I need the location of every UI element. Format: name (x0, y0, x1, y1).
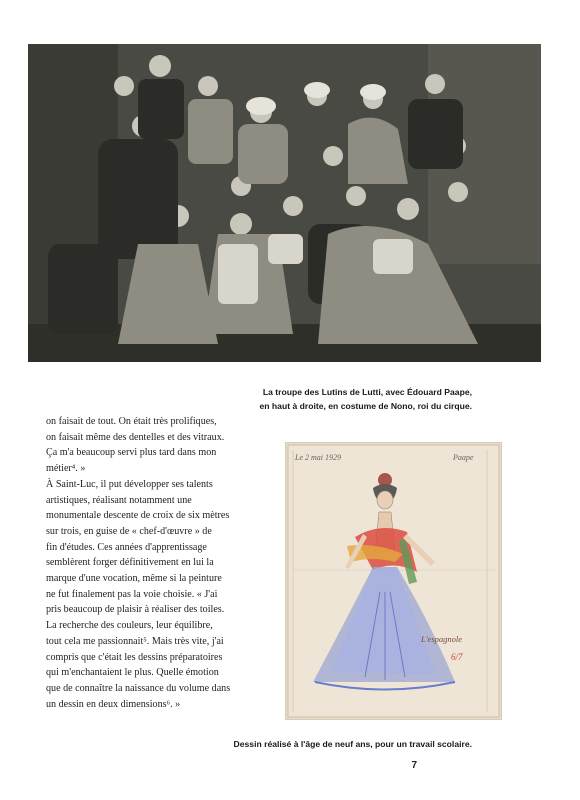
body-line: artistiques, réalisant notamment une (46, 494, 192, 506)
body-line: À Saint-Luc, il put développer ses talents (46, 478, 213, 490)
grade-mark: 6/7 (451, 652, 463, 662)
photo-caption-line-1: La troupe des Lutins de Lutti, avec Édouard Paape, (262, 387, 472, 397)
body-line: Ça m'a beaucoup servi plus tard dans mon (46, 447, 217, 459)
body-line: fin d'études. Ces années d'apprentissage (46, 541, 207, 553)
body-line: on faisait de tout. On était très prolifiques, (46, 416, 217, 427)
drawing-caption: Dessin réalisé à l'âge de neuf ans, pour un travail scolaire. (233, 739, 472, 749)
body-line: tout cela me passionnait⁵. Mais très vite, j'ai (46, 635, 224, 647)
body-line: que de connaître la naissance du volume dans (46, 682, 231, 694)
drawing-title: L'espagnole (421, 634, 463, 644)
photo-caption (212, 385, 472, 413)
body-line: ne fut finalement pas la voie choisie. « J'ai (46, 588, 218, 600)
drawing-signature: Paape (453, 453, 474, 462)
body-text (46, 414, 256, 712)
body-line: on faisait même des dentelles et des vitraux. (46, 431, 225, 443)
body-line: qui m'enchantaient le plus. Quelle émotion (46, 667, 219, 679)
troupe-photograph (28, 44, 541, 362)
body-line: sur trois, en guise de « chef-d'œuvre » de (46, 525, 212, 537)
body-line: semblèrent forger définitivement en lui la (46, 557, 214, 569)
drawing-date: Le 2 mai 1929 (295, 453, 341, 462)
body-line: un dessin en deux dimensions⁶. » (46, 698, 181, 710)
body-line: pris beaucoup de plaisir à réaliser des toiles. (46, 604, 225, 616)
body-line: métier⁴. » (46, 463, 86, 475)
child-drawing (285, 442, 502, 720)
body-line: monumentale descente de croix de six mètres (46, 510, 230, 522)
body-line: compris que c'était les dessins préparatoires (46, 651, 223, 663)
body-line: marque d'une vocation, même si la peinture (46, 573, 222, 585)
body-line: La recherche des couleurs, leur équilibre, (46, 620, 213, 632)
page-number: 7 (411, 760, 417, 771)
photo-caption-line-2: en haut à droite, en costume de Nono, roi du cirque. (259, 401, 472, 411)
